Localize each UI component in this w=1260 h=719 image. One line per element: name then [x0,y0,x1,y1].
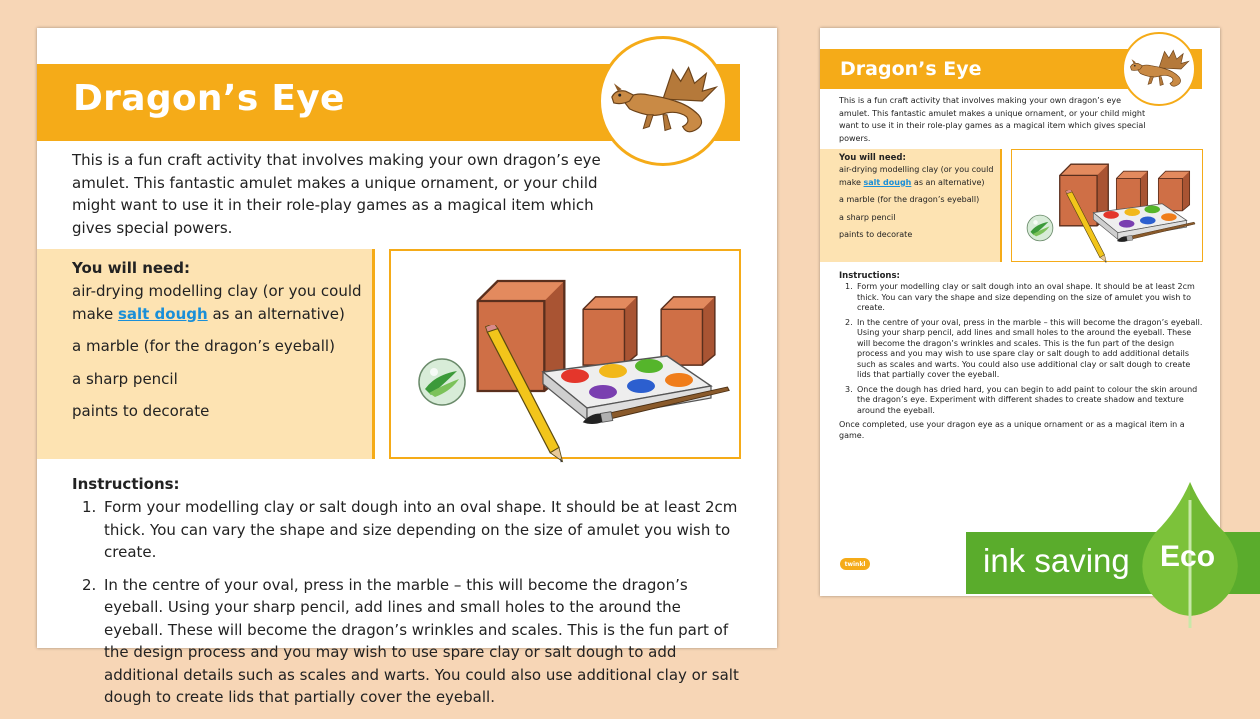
need-item-clay-prefix: air-drying modelling clay (or you could make [72,282,362,323]
page-title: Dragon’s Eye [73,78,345,119]
step-text: In the centre of your oval, press in the marble – this will become the dragon’s eyeball. Using your sharp pencil, add lines and small holes to the around the eyeball. These will become the dragon’s wrinkles and scales. This is the fun part of the design process and you may wish to use spare clay or salt dough to add additional details such as scales and warts. You could also use additional clay or salt dough to create lids that partially cover the eyeball. [857,317,1203,379]
step-number: 1. [845,282,853,291]
instructions-list-small [839,282,1204,416]
marble-icon [1027,215,1053,241]
you-will-need-box [37,249,375,459]
instruction-step [839,385,1204,417]
need-item-clay-small [839,164,1000,189]
instruction-step [72,496,742,564]
closing-text: Once completed, use your dragon eye as a unique ornament or as a magical item in a game. [839,420,1185,440]
need-item-clay-suffix-small: as an alternative) [913,177,985,187]
need-item-marble: a marble (for the dragon’s eyeball) [72,337,335,355]
instructions-section [72,475,742,719]
instructions-heading-small: Instructions: [839,271,900,281]
dragon-icon [604,61,722,141]
instruction-step [839,282,1204,314]
you-will-need-heading-small: You will need: [839,153,906,163]
need-item-paints-small: paints to decorate [839,230,913,239]
dragon-badge [598,36,728,166]
step-text: Form your modelling clay or salt dough into an oval shape. It should be at least 2cm thick. You can vary the shape and size depending on the size of amulet you wish to create. [857,282,1195,312]
instruction-step [72,574,742,709]
marble-icon [419,359,465,405]
instructions-heading: Instructions: [72,475,180,493]
need-item-pencil-small: a sharp pencil [839,212,896,222]
clay-block-icon [661,297,715,365]
eco-label: Eco [1160,540,1216,573]
need-item-clay-suffix: as an alternative) [212,304,345,323]
materials-illustration [389,249,741,459]
you-will-need-box-small [820,149,1002,262]
step-text: In the centre of your oval, press in the marble – this will become the dragon’s eyeball. Using your sharp pencil, add lines and small holes to the around the eyeball. These will become the dragon’s wrinkles and scales. This is the fun part of the design process and you may wish to use spare clay or salt dough to add additional details such as scales and warts. You could also use additional clay or salt dough to create lids that partially cover the eyeball. [104,575,739,706]
step-text: Once the dough has dried hard, you can begin to add paint to colour the skin around the dragon’s eye. Experiment with different shades to create shadow and texture around the eyeball. [857,384,1198,415]
intro-text: This is a fun craft activity that involves making your own dragon’s eye amulet. This fantastic amulet makes a unique ornament, or your child might want to use it in their role-play games as a magical item which gives special powers. [72,151,601,237]
twinkl-logo: twinkl [840,558,870,570]
page-title-small: Dragon’s Eye [840,58,982,80]
step-text: Form your modelling clay or salt dough into an oval shape. It should be at least 2cm thick. You can vary the shape and size depending on the size of amulet you wish to create. [104,498,738,561]
step-number: 3. [845,384,853,394]
materials-scene [391,251,739,457]
you-will-need-heading: You will need: [72,259,190,277]
worksheet-page-large [37,28,777,706]
need-item-marble-small: a marble (for the dragon’s eyeball) [839,195,980,204]
step-number: 1. [82,498,97,516]
clay-block-icon [583,297,637,365]
materials-scene-small [1012,150,1201,260]
instructions-list [72,496,742,709]
step-number: 2. [845,317,853,327]
dragon-icon [1126,46,1192,92]
instructions-section-small [839,271,1204,441]
ink-saving-label: ink saving [983,542,1130,579]
need-item-paints: paints to decorate [72,402,210,420]
clay-block-icon [1116,171,1147,211]
need-item-pencil: a sharp pencil [72,369,178,388]
need-item-clay-prefix-small: air-drying modelling clay (or you could make [839,165,994,187]
need-item-clay [72,280,372,325]
step-number: 2. [82,575,97,594]
intro-text-small: This is a fun craft activity that involves making your own dragon’s eye amulet. This fantastic amulet makes a unique ornament, or your child might want to use it in their role-play games as a magical item which gives special powers. [839,96,1146,143]
instruction-step [839,318,1204,381]
salt-dough-link[interactable]: salt dough [117,304,208,323]
salt-dough-link-small[interactable]: salt dough [863,177,912,187]
materials-illustration-small [1011,149,1203,262]
